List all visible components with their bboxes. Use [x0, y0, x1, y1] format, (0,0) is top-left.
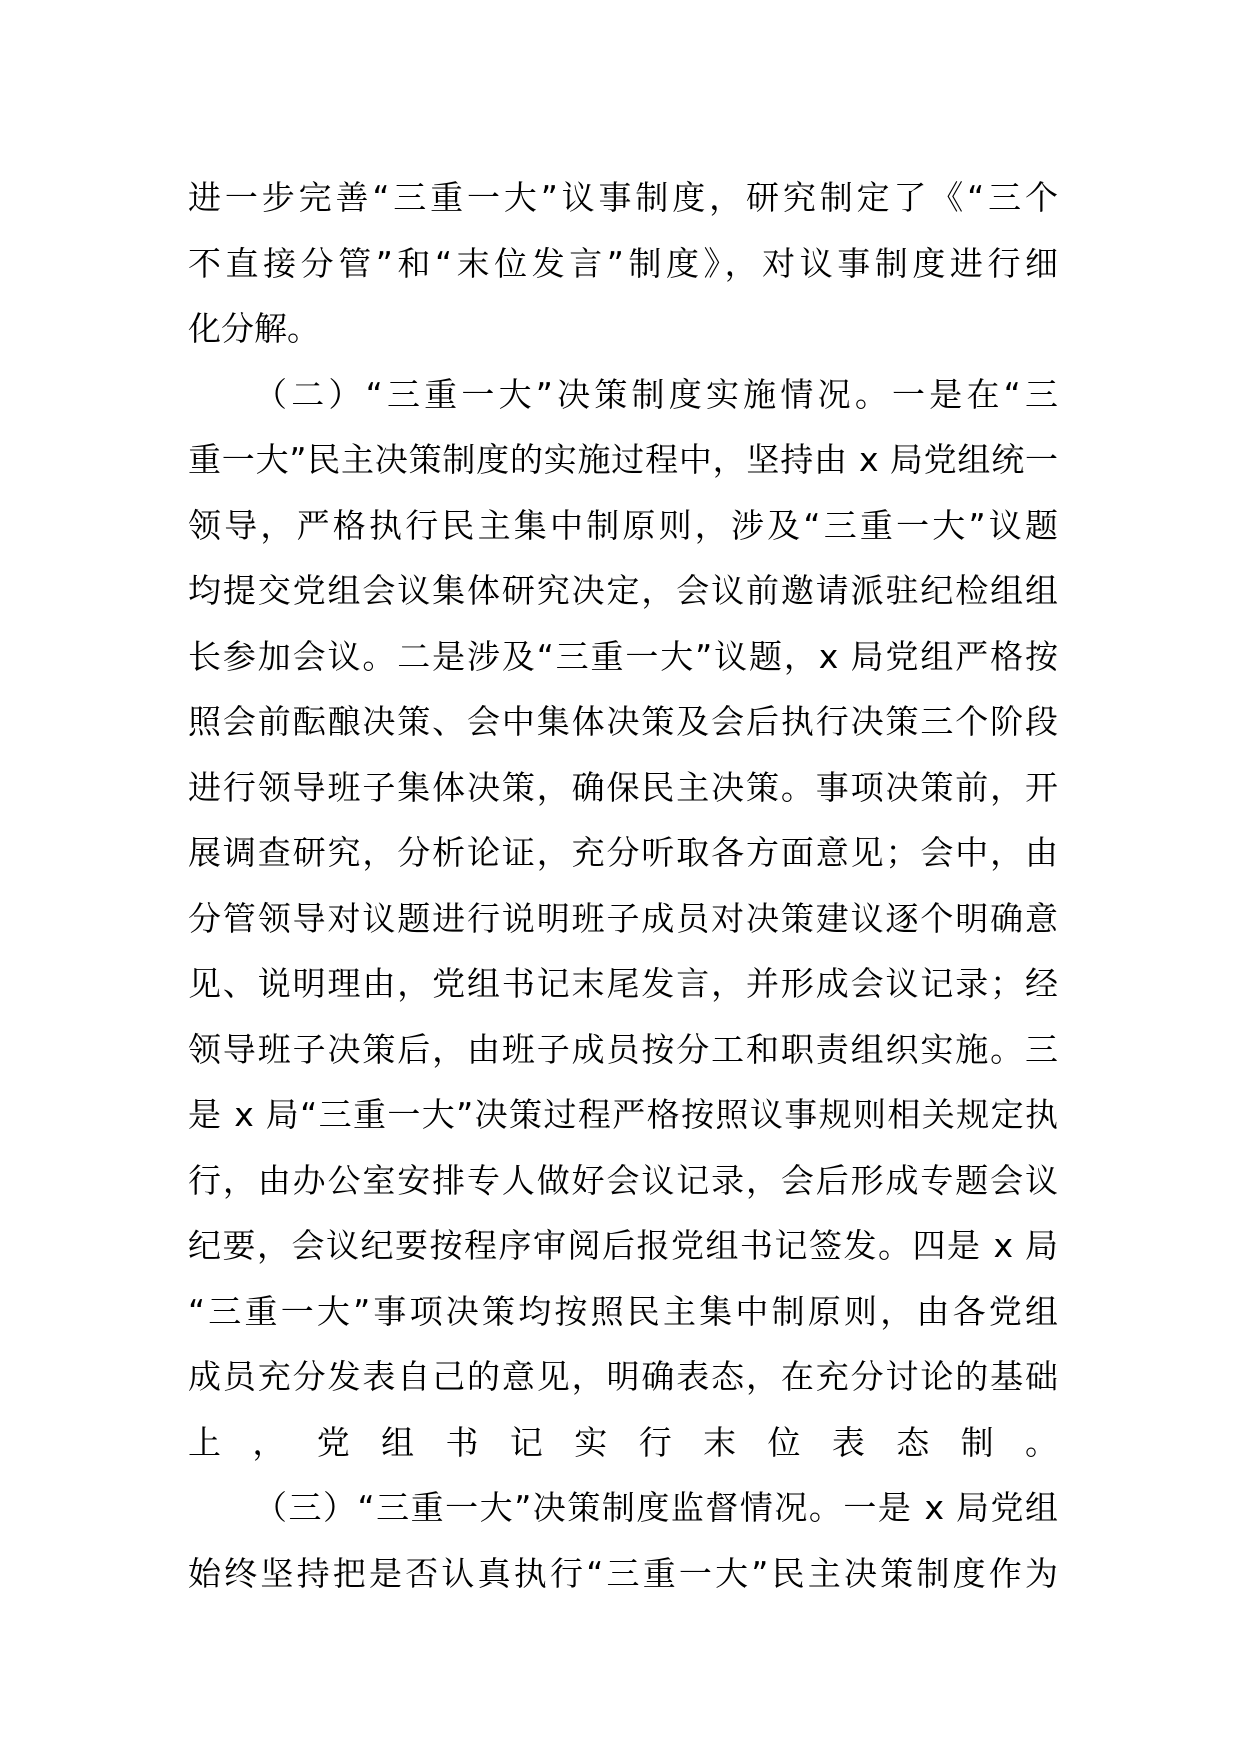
- text-line: 见、说明理由，党组书记末尾发言，并形成会议记录；经: [188, 964, 1058, 1003]
- text-line: “三重一大”事项决策均按照民主集中制原则，由各党组: [188, 1291, 1058, 1331]
- text-line: 成员充分发表自己的意见，明确表态，在充分讨论的基础: [188, 1357, 1058, 1396]
- text-line: 进一步完善“三重一大”议事制度，研究制定了《“三个: [188, 178, 1058, 217]
- text-line: 行，由办公室安排专人做好会议记录，会后形成专题会议: [188, 1160, 1058, 1200]
- text-line: 领导，严格执行民主集中制原则，涉及“三重一大”议题: [188, 505, 1058, 545]
- text-line: （三）“三重一大”决策制度监督情况。一是 x 局党组: [254, 1488, 1058, 1527]
- text-line: 照会前酝酿决策、会中集体决策及会后执行决策三个阶段: [188, 702, 1058, 741]
- text-line: 上，党组书记实行末位表态制。: [188, 1422, 1058, 1462]
- text-line: （二）“三重一大”决策制度实施情况。一是在“三: [254, 374, 1058, 414]
- text-line: 重一大”民主决策制度的实施过程中，坚持由 x 局党组统一: [188, 440, 1058, 479]
- paragraph-1: [188, 165, 1058, 362]
- text-line: 是 x 局“三重一大”决策过程严格按照议事规则相关规定执: [188, 1095, 1058, 1134]
- text-line: 始终坚持把是否认真执行“三重一大”民主决策制度作为: [188, 1553, 1058, 1593]
- paragraph-3: [188, 1475, 1058, 1606]
- text-line: 分管领导对议题进行说明班子成员对决策建议逐个明确意: [188, 898, 1058, 938]
- text-line: 均提交党组会议集体研究决定，会议前邀请派驻纪检组组: [188, 571, 1058, 610]
- text-line: 纪要，会议纪要按程序审阅后报党组书记签发。四是 x 局: [188, 1226, 1058, 1265]
- document-body: [188, 165, 1058, 1606]
- text-line: 不直接分管”和“末位发言”制度》，对议事制度进行细: [188, 243, 1058, 283]
- text-line: 化分解。: [188, 309, 320, 348]
- text-line: 进行领导班子集体决策，确保民主决策。事项决策前，开: [188, 767, 1058, 807]
- paragraph-2: [188, 362, 1058, 1476]
- text-line: 展调查研究，分析论证，充分听取各方面意见；会中，由: [188, 833, 1058, 872]
- text-line: 领导班子决策后，由班子成员按分工和职责组织实施。三: [188, 1029, 1058, 1069]
- text-line: 长参加会议。二是涉及“三重一大”议题，x 局党组严格按: [188, 636, 1058, 676]
